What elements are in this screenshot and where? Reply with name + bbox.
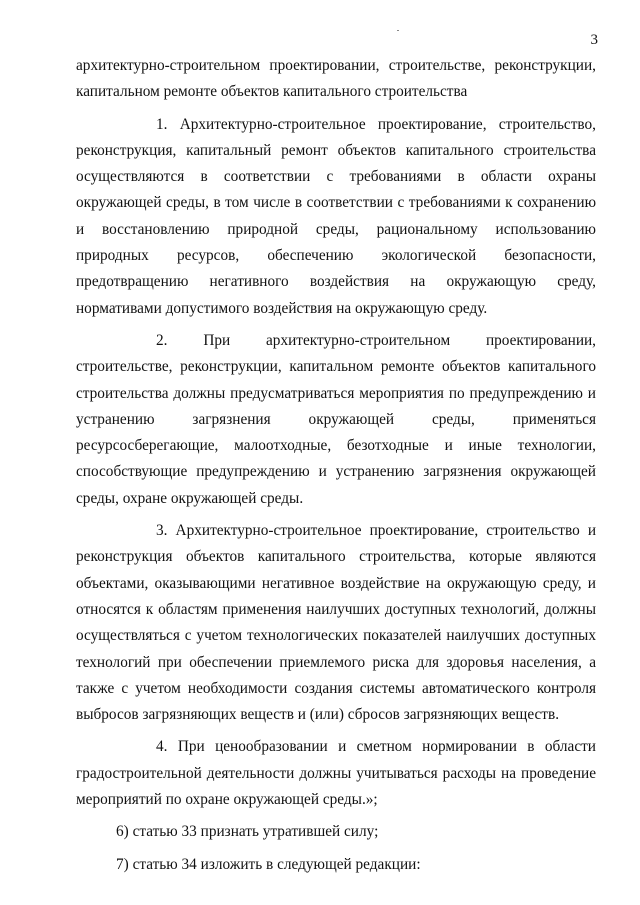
item-number: 3. [156,522,168,540]
paragraph-text: 7) статью 34 изложить в следующей редакции: [116,855,421,873]
paragraph-text: При ценообразовании и сметном нормировании в области градостроительной деятельности должны учитываться расходы на проведение мероприятий по охране окружающей среды.»; [76,738,596,809]
paragraph-text: Архитектурно-строительное проектирование, строительство, реконструкция, капитальный ремонт объектов капитального строительства осуществляются в соответствии с требованиями в области охраны окружающей среды, в том числе в соответствии с требованиями к сохранению и восстановлению природной среды, рациональному использованию природных ресурсов, обеспечению экологической безопасности, предотвращению негативного воздействия на окружающую среду, нормативами допустимого воздействия на окружающую среду. [76,115,596,317]
paragraph-amendment-7 [76,852,596,878]
item-number: 4. [156,738,168,756]
paragraph-text: Архитектурно-строительное проектирование, строительство и реконструкция объектов капитального строительства, которые являются объектами, оказывающими негативное воздействие на окружающую среду, и относятся к областям применения наилучших доступных технологий, должны осуществляться с учетом технологических показателей наилучших доступных технологий при обеспечении приемлемого риска для здоровья населения, а также с учетом необходимости создания системы автоматического контроля выбросов загрязняющих веществ и (или) сбросов загрязняющих веществ. [76,522,597,724]
paragraph-item-3 [76,518,596,728]
paragraph-text: 6) статью 33 признать утратившей силу; [116,823,379,841]
paragraph-text: При архитектурно-строительном проектировании, строительстве, реконструкции, капитальном ремонте объектов капитального строительства должны предусматриваться мероприятия по предупреждению и устранению загрязнения окружающей среды, применяться ресурсосберегающие, малоотходные, безотходные и иные технологии, способствующие предупреждению и устранению загрязнения окружающей среды, охране окружающей среды. [76,331,597,507]
paragraph-amendment-6 [76,819,596,845]
paragraph-item-1 [76,112,596,322]
scan-speck [397,30,399,31]
page-number: 3 [590,32,598,48]
paragraph-item-2 [76,328,596,512]
paragraph-continuation [76,53,596,106]
paragraph-item-4 [76,734,596,813]
item-number: 1. [156,115,168,133]
item-number: 2. [156,331,168,349]
document-body [76,53,596,884]
paragraph-text: архитектурно-строительном проектировании, строительстве, реконструкции, капитальном ремонте объектов капитального строительства [76,57,596,101]
